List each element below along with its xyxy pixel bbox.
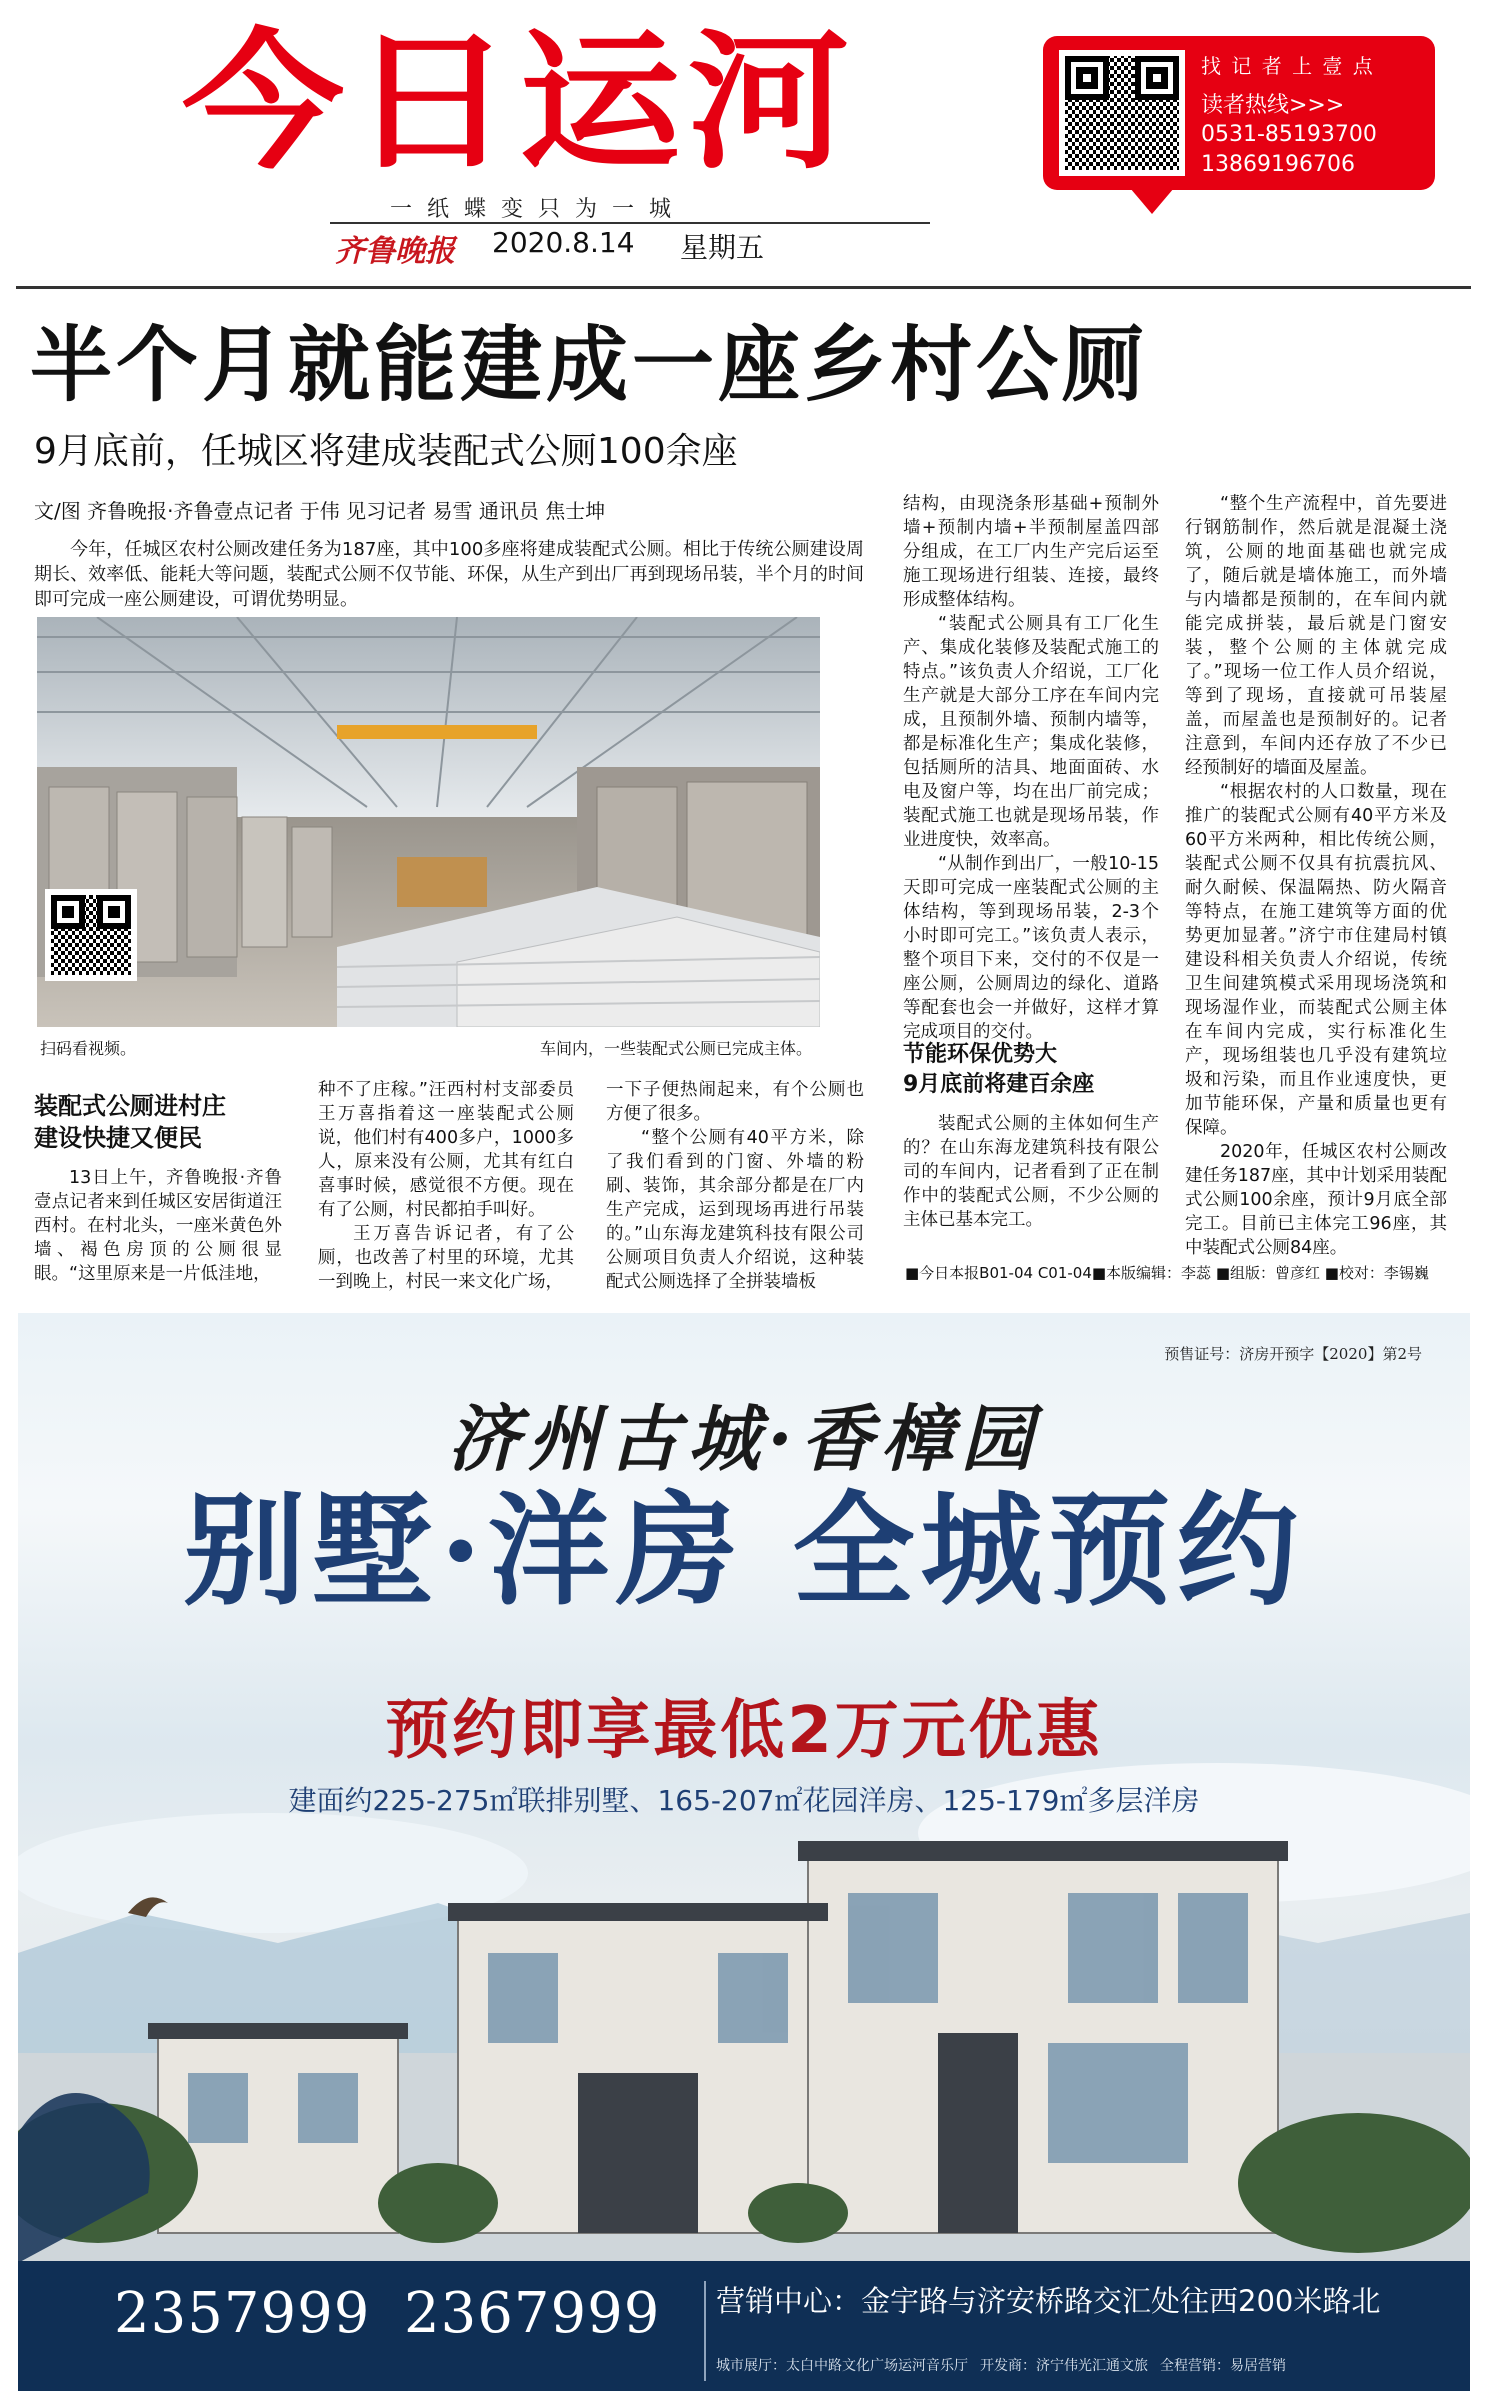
factory-photo-illustration <box>37 617 820 1027</box>
masthead-divider <box>16 286 1471 289</box>
paragraph: 一下子便热闹起来，有个公厕也方便了很多。 <box>606 1080 864 1124</box>
paragraph: “根据农村的人口数量，现在推广的装配式公厕有40平方米及60平方米两种，相比传统公厕，装配式公厕不仅具有抗震抗风、耐久耐候、保温隔热、防火隔音等特点，在施工建筑等方面的优势更加显著。”济宁市住建局村镇建设科相关负责人介绍说，传统卫生间建筑模式采用现场浇筑和现场湿作业，而装配式公厕主体在车间内完成，实行标准化生产，现场组装也几乎没有建筑垃圾和污染，而且作业速度快，更加节能环保，产量和质量也更有保障。 <box>1185 782 1447 1138</box>
paragraph: 种不了庄稼。”汪西村村支部委员王万喜指着这一座装配式公厕说，他们村有400多户，1000多人，原来没有公厕，尤其有红白喜事时候，感觉很不方便。现在有了公厕，村民都拍手叫好。 <box>318 1080 574 1220</box>
article-subheadline: 9月底前，任城区将建成装配式公厕100余座 <box>34 431 738 472</box>
issue-weekday: 星期五 <box>680 231 765 264</box>
contact-phone-2[interactable]: 13869196706 <box>1201 152 1355 177</box>
ad-offer: 预约即享最低2万元优惠 <box>385 1694 1103 1768</box>
article-column-5 <box>1185 492 1447 1260</box>
ad-main-slogan: 别墅·洋房 全城预约 <box>183 1478 1305 1622</box>
ad-phone-2[interactable]: 2367999 <box>404 2281 661 2346</box>
ad-phone-1[interactable]: 2357999 <box>114 2281 371 2346</box>
section-title-1: 装配式公厕进村庄 建设快捷又便民 <box>34 1092 226 1152</box>
article-column-3 <box>606 1078 864 1294</box>
ad-specs: 建面约225-275㎡联排别墅、165-207㎡花园洋房、125-179㎡多层洋房 <box>288 1784 1200 1817</box>
ad-brand: 济州古城·香樟园 <box>447 1396 1041 1481</box>
real-estate-ad <box>18 1313 1470 2391</box>
paragraph: 13日上午，齐鲁晚报·齐鲁壹点记者来到任城区安居街道汪西村。在村北头，一座米黄色外墙、褐色房顶的公厕很显眼。“这里原来是一片低洼地， <box>34 1168 282 1284</box>
masthead-logo: 今日运河 <box>182 16 856 190</box>
masthead <box>0 0 1487 280</box>
video-qr-code[interactable] <box>45 889 137 981</box>
ad-marketing: 全程营销：易居营销 <box>1160 2358 1286 2374</box>
masthead-rule <box>330 222 930 224</box>
contact-bubble-tail <box>1130 188 1174 214</box>
paragraph: “装配式公厕具有工厂化生产、集成化装修及装配式施工的特点。”该负责人介绍说，工厂化生产就是大部分工序在车间内完成，且预制外墙、预制内墙等，都是标准化生产；集成化装修，包括厕所的洁具、地面面砖、水电及窗户等，均在出厂前完成；装配式施工也就是现场吊装，作业进度快，效率高。 <box>903 614 1159 850</box>
factory-photo <box>37 617 820 1027</box>
ad-developer: 开发商：济宁伟光汇通文旅 <box>980 2358 1148 2374</box>
article-lead: 今年，任城区农村公厕改建任务为187座，其中100多座将建成装配式公厕。相比于传统公厕建设周期长、效率低、能耗大等问题，装配式公厕不仅节能、环保，从生产到出厂再到现场吊装，半个月的时间即可完成一座公厕建设，可谓优势明显。 <box>34 539 864 610</box>
paragraph: 王万喜告诉记者，有了公厕，也改善了村里的环境，尤其一到晚上，村民一来文化广场， <box>318 1224 574 1292</box>
ad-footer-divider <box>704 2281 706 2381</box>
article-column-4-cont <box>903 1112 1159 1232</box>
paragraph: “从制作到出厂，一般10-15天即可完成一座装配式公厕的主体结构，等到现场吊装，2-3个小时即可完工。”该负责人表示，整个项目下来，交付的不仅是一座公厕，公厕周边的绿化、道路等配套也会一并做好，这样才算完成项目的交付。 <box>903 854 1159 1042</box>
paragraph: 结构，由现浇条形基础+预制外墙+预制内墙+半预制屋盖四部分组成，在工厂内生产完后运至施工现场进行组装、连接，最终形成整体结构。 <box>903 494 1159 610</box>
section-title-2: 节能环保优势大 9月底前将建百余座 <box>903 1042 1095 1097</box>
contact-hotline-label: 读者热线>>> <box>1201 93 1345 118</box>
photo-caption: 车间内，一些装配式公厕已完成主体。 <box>540 1039 813 1058</box>
ad-sales-center: 营销中心：金宇路与济安桥路交汇处往西200米路北 <box>716 2284 1381 2318</box>
paragraph: “整个生产流程中，首先要进行钢筋制作，然后就是混凝土浇筑，公厕的地面基础也就完成了，随后就是墙体施工，而外墙与内墙都是预制的，在车间内就能完成拼装，最后就是门窗安装，整个公厕的主体就完成了。”现场一位工作人员介绍说，等到了现场，直接就可吊装屋盖，而屋盖也是预制好的。记者注意到，车间内还存放了不少已经预制好的墙面及屋盖。 <box>1185 494 1447 778</box>
contact-qr-code[interactable] <box>1059 50 1185 176</box>
ad-showroom: 城市展厅：太白中路文化广场运河音乐厅 <box>716 2358 968 2374</box>
contact-find-reporter: 找 记 者 上 壹 点 <box>1201 54 1375 78</box>
article-column-2 <box>318 1078 574 1294</box>
paragraph: “整个公厕有40平方米，除了我们看到的门窗、外墙的粉刷、装饰，其余部分都是在厂内生产完成，运到现场再进行吊装的。”山东海龙建筑科技有限公司公厕项目负责人介绍说，这种装配式公厕选择了全拼装墙板 <box>606 1128 864 1292</box>
paragraph: 2020年，任城区农村公厕改建任务187座，其中计划采用装配式公厕100余座，预计9月底全部完工。目前已主体完工96座，其中装配式公厕84座。 <box>1185 1142 1447 1258</box>
page-credits: ■今日本报B01-04 C01-04■本版编辑：李蕊 ■组版：曾彦红 ■校对：李锡巍 <box>905 1264 1429 1282</box>
article-column-4 <box>903 492 1159 1044</box>
article-column-1 <box>34 1166 282 1286</box>
masthead-slogan: 一 纸 蝶 变 只 为 一 城 <box>390 197 675 222</box>
article-byline: 文/图 齐鲁晚报·齐鲁壹点记者 于伟 见习记者 易雪 通讯员 焦士坤 <box>34 499 606 523</box>
paragraph: 装配式公厕的主体如何生产的？在山东海龙建筑科技有限公司的车间内，记者看到了正在制作中的装配式公厕，不少公厕的主体已基本完工。 <box>903 1114 1159 1230</box>
contact-phone-1[interactable]: 0531-85193700 <box>1201 122 1377 147</box>
ad-permit-number: 预售证号：济房开预字【2020】第2号 <box>1164 1345 1422 1363</box>
contact-bubble <box>1043 36 1435 190</box>
paper-name: 齐鲁晚报 <box>335 234 455 269</box>
photo-caption-qr: 扫码看视频。 <box>40 1039 137 1058</box>
article-headline: 半个月就能建成一座乡村公厕 <box>30 318 1149 413</box>
issue-date: 2020.8.14 <box>492 226 635 259</box>
